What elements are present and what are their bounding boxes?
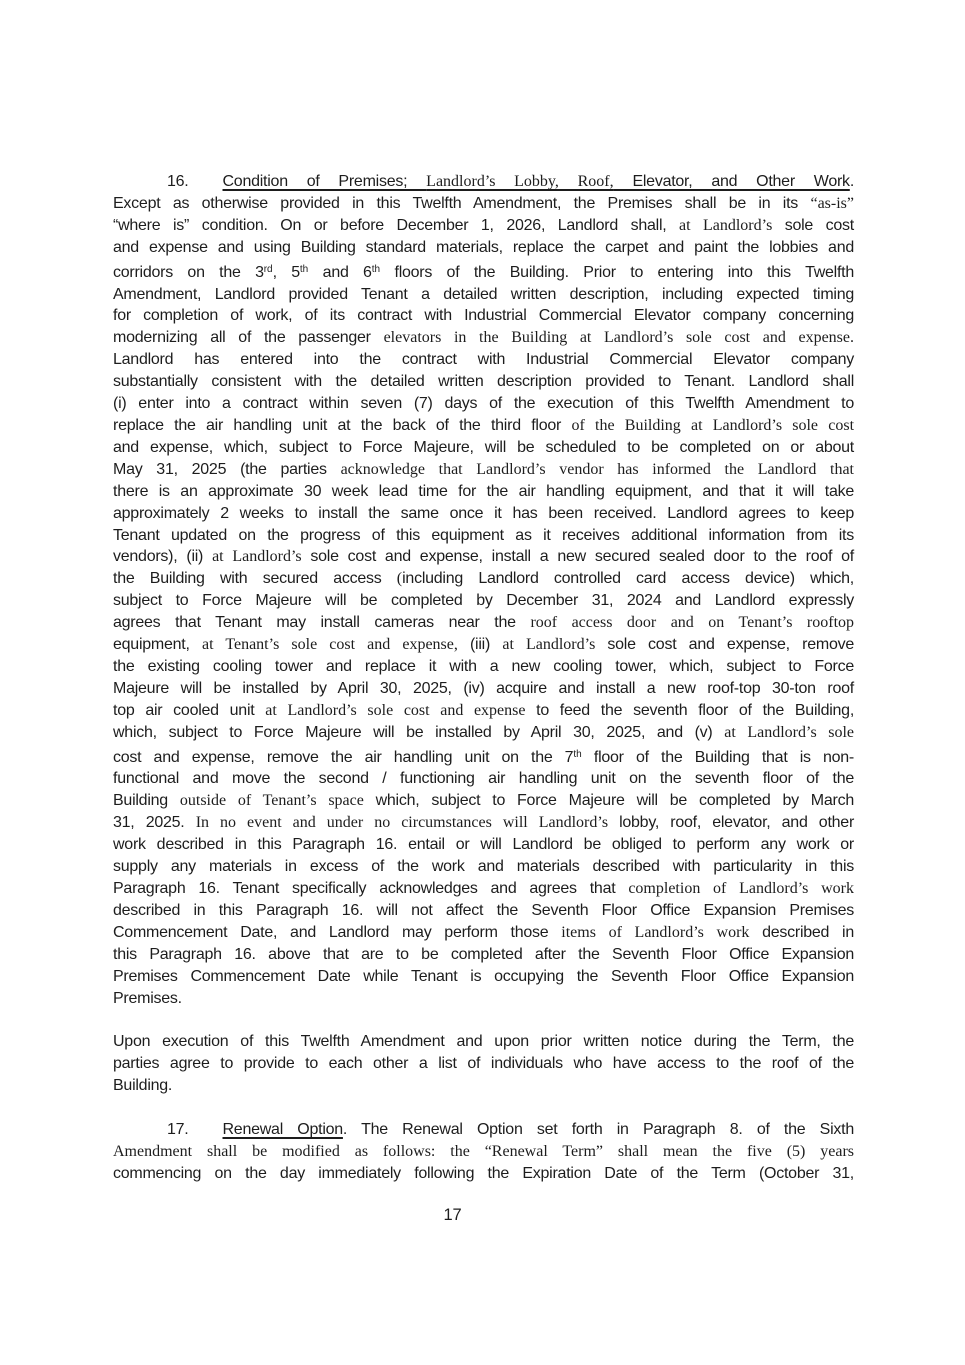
text-line bbox=[113, 700, 854, 722]
text-line bbox=[113, 546, 854, 568]
text-run: Condition of Premises; bbox=[222, 173, 427, 190]
text-line bbox=[113, 568, 854, 590]
text-run: roof access door and on Tenant’s rooftop bbox=[530, 614, 855, 632]
text-run: at Tenant’s sole cost and expense, bbox=[201, 636, 470, 654]
text-line bbox=[113, 812, 854, 834]
text-run: commencing on the day immediately following the Expiration Date of the Term (October 31, bbox=[113, 1164, 854, 1182]
paragraph-17-renewal-option bbox=[113, 1119, 854, 1185]
text-run: ( bbox=[396, 570, 403, 588]
text-line bbox=[113, 349, 854, 371]
text-run: at Landlord’s bbox=[502, 636, 608, 654]
text-run: and 6 bbox=[308, 263, 372, 281]
text-line bbox=[113, 744, 854, 769]
text-run: parties agree to provide to each other a list of individuals who have access to the roof of the bbox=[113, 1055, 854, 1073]
text-line bbox=[113, 1141, 854, 1163]
text-line bbox=[113, 415, 854, 437]
text-run: outside of Tenant’s space bbox=[179, 792, 376, 810]
text-run: Tenant updated on the progress of this equipment as it receives additional information from its bbox=[113, 526, 854, 544]
text-run: described in bbox=[762, 923, 855, 941]
text-run: Majeure will be installed by April 30, 2025, (iv) acquire and install a new roof-top 30-ton roof bbox=[113, 679, 854, 697]
text-run: the Building with secured access bbox=[113, 570, 397, 588]
text-line bbox=[113, 1119, 854, 1141]
text-run: sole cost and expense, install a new secured sealed door to the roof of bbox=[310, 548, 854, 566]
text-run: “as-is” bbox=[810, 194, 854, 212]
text-run: agrees that Tenant may install cameras near the bbox=[113, 614, 531, 632]
text-line bbox=[113, 259, 854, 284]
document-body bbox=[113, 171, 854, 1185]
text-run: Premises. bbox=[113, 989, 182, 1007]
text-line bbox=[113, 790, 854, 812]
text-run: described in this Paragraph 16. will not affect the Seventh Floor Office Expansion Premises bbox=[113, 901, 854, 919]
text-line bbox=[113, 393, 854, 415]
text-run: Building bbox=[113, 792, 180, 810]
text-line bbox=[113, 1075, 854, 1097]
text-run: 17. bbox=[167, 1120, 189, 1138]
text-line bbox=[113, 1031, 854, 1053]
text-line bbox=[113, 371, 854, 393]
text-line bbox=[113, 481, 854, 503]
text-run: the existing cooling tower and replace it with a new cooling tower, which, subject to Force bbox=[113, 657, 854, 675]
text-run: lobby, roof, elevator, and other bbox=[619, 814, 855, 832]
text-line bbox=[113, 878, 854, 900]
page-number: 17 bbox=[443, 1206, 462, 1224]
text-run: sole cost bbox=[784, 216, 855, 234]
text-line bbox=[113, 988, 854, 1010]
text-run: of the Building at Landlord’s sole cost bbox=[571, 416, 855, 434]
text-run: Commencement Date, and Landlord may perform those bbox=[113, 923, 562, 941]
text-run: for completion of work, of its contract with Industrial Commercial Elevator company concerning bbox=[113, 307, 854, 325]
text-run: th bbox=[573, 748, 582, 760]
text-run: Except as otherwise provided in this Twelfth Amendment, the Premises shall be in its bbox=[113, 194, 811, 212]
text-run: th bbox=[299, 263, 309, 275]
text-line bbox=[113, 1163, 854, 1185]
text-run: Premises Commencement Date while Tenant is occupying the Seventh Floor Office Expansion bbox=[113, 967, 854, 985]
text-run: acknowledge that Landlord’s vendor has informed the Landlord that bbox=[340, 460, 854, 478]
text-line bbox=[113, 590, 854, 612]
text-run: items of Landlord’s work bbox=[561, 923, 763, 941]
text-run: May 31, 2025 (the parties bbox=[113, 460, 341, 478]
text-run: at Landlord’s bbox=[212, 548, 311, 566]
text-run: replace the air handling unit at the back of the third floor bbox=[113, 416, 572, 434]
text-run: there is an approximate 30 week lead time for the air handling equipment, and that it will take bbox=[113, 482, 854, 500]
text-run: elevators in the Building at Landlord’s sole cost and expense. bbox=[383, 329, 854, 347]
text-run: corridors on the 3 bbox=[113, 263, 264, 281]
text-line bbox=[113, 966, 854, 988]
text-run: and expense, which, subject to Force Majeure, will be scheduled to be completed on or about bbox=[113, 438, 854, 456]
text-run: subject to Force Majeure will be completed by December 31, 2024 and Landlord expressly bbox=[113, 592, 854, 610]
text-line bbox=[113, 722, 854, 744]
text-run: including Landlord controlled card access device) which, bbox=[402, 570, 855, 588]
text-line bbox=[113, 171, 854, 193]
text-run: functional and move the second / functioning air handling unit on the seventh floor of the bbox=[113, 770, 854, 788]
text-line bbox=[113, 612, 854, 634]
text-run: Paragraph 16. Tenant specifically acknowledges and agrees that bbox=[113, 880, 629, 897]
text-line bbox=[113, 768, 854, 790]
text-run: “where is” condition. On or before December 1, 2026, Landlord shall, bbox=[113, 216, 680, 234]
text-run: modernizing all of the passenger bbox=[113, 329, 384, 347]
text-run: (i) enter into a contract within seven (7) days of the execution of this Twelfth Amendment to bbox=[113, 395, 854, 413]
text-run: Elevator, and Other Work bbox=[613, 173, 850, 190]
text-run: which, subject to Force Majeure will be installed by April 30, 2025, and (v) bbox=[113, 723, 725, 741]
text-line bbox=[113, 834, 854, 856]
text-run: floor of the Building that is non- bbox=[581, 748, 854, 766]
text-line bbox=[113, 634, 854, 656]
text-run: cost and expense, remove the air handling unit on the 7 bbox=[113, 748, 574, 766]
text-line bbox=[113, 215, 854, 237]
text-run: th bbox=[371, 263, 381, 275]
text-run: top air cooled unit bbox=[113, 701, 266, 719]
text-line bbox=[113, 437, 854, 459]
text-run: Landlord’s Lobby, Roof, bbox=[426, 173, 614, 190]
text-line bbox=[113, 856, 854, 878]
text-run: floors of the Building. Prior to entering into this Twelfth bbox=[380, 263, 855, 281]
paragraph-roof-access-list bbox=[113, 1031, 854, 1097]
text-run: Renewal Option bbox=[222, 1120, 343, 1138]
text-run: Building. bbox=[113, 1077, 173, 1095]
text-line bbox=[113, 900, 854, 922]
text-run: at Landlord’s sole bbox=[724, 723, 855, 741]
text-line bbox=[113, 327, 854, 349]
text-line bbox=[113, 525, 854, 547]
text-line bbox=[113, 284, 854, 306]
text-run: vendors), (ii) bbox=[113, 548, 213, 566]
text-run: supply any materials in excess of the work and materials described with particularity in this bbox=[113, 858, 854, 876]
text-run: to feed the seventh floor of the Building, bbox=[536, 701, 855, 719]
paragraph-16-condition-of-premises bbox=[113, 171, 854, 1009]
text-run: , 5 bbox=[272, 263, 300, 281]
text-line bbox=[113, 193, 854, 215]
text-run: which, subject to Force Majeure will be completed by March bbox=[375, 792, 855, 810]
text-line bbox=[113, 944, 854, 966]
text-line bbox=[113, 1053, 854, 1075]
text-run: completion of Landlord’s work bbox=[628, 880, 854, 897]
text-line bbox=[113, 459, 854, 481]
text-line bbox=[113, 305, 854, 327]
text-run: (iii) bbox=[469, 636, 503, 654]
text-run: work described in this Paragraph 16. entail or will Landlord be obliged to perform any work or bbox=[113, 836, 854, 854]
text-run: sole cost and expense, remove bbox=[607, 636, 855, 654]
text-run: this Paragraph 16. above that are to be completed after the Seventh Floor Office Expansion bbox=[113, 945, 854, 963]
text-run: In no event and under no circumstances will Landlord’s bbox=[195, 814, 620, 832]
text-run: 16. bbox=[167, 173, 189, 190]
text-run: at Landlord’s sole cost and expense bbox=[265, 701, 537, 719]
text-run: Amendment shall be modified as follows: the “Renewal Term” shall mean the five (5) years bbox=[113, 1142, 854, 1160]
text-run: 31, 2025. bbox=[113, 814, 196, 832]
text-line bbox=[113, 678, 854, 700]
text-run: rd bbox=[263, 263, 273, 275]
text-run: Upon execution of this Twelfth Amendment and upon prior written notice during the Term, the bbox=[113, 1033, 854, 1051]
text-run: at Landlord’s bbox=[679, 216, 785, 234]
text-run: Landlord has entered into the contract with Industrial Commercial Elevator company bbox=[113, 351, 854, 369]
text-run: equipment, bbox=[113, 636, 202, 654]
text-run: . The Renewal Option set forth in Paragraph 8. of the Sixth bbox=[342, 1120, 854, 1138]
text-line bbox=[113, 237, 854, 259]
text-run: approximately 2 weeks to install the same once it has been received. Landlord agrees to keep bbox=[113, 504, 854, 522]
text-line bbox=[113, 922, 854, 944]
text-run: substantially consistent with the detailed written description provided to Tenant. Landlord shall bbox=[113, 373, 854, 391]
text-line bbox=[113, 656, 854, 678]
text-run: and expense and using Building standard materials, replace the carpet and paint the lobbies and bbox=[113, 238, 854, 256]
text-line bbox=[113, 503, 854, 525]
text-run: Amendment, Landlord provided Tenant a detailed written description, including expected timing bbox=[113, 285, 854, 303]
text-run: . bbox=[849, 173, 855, 190]
